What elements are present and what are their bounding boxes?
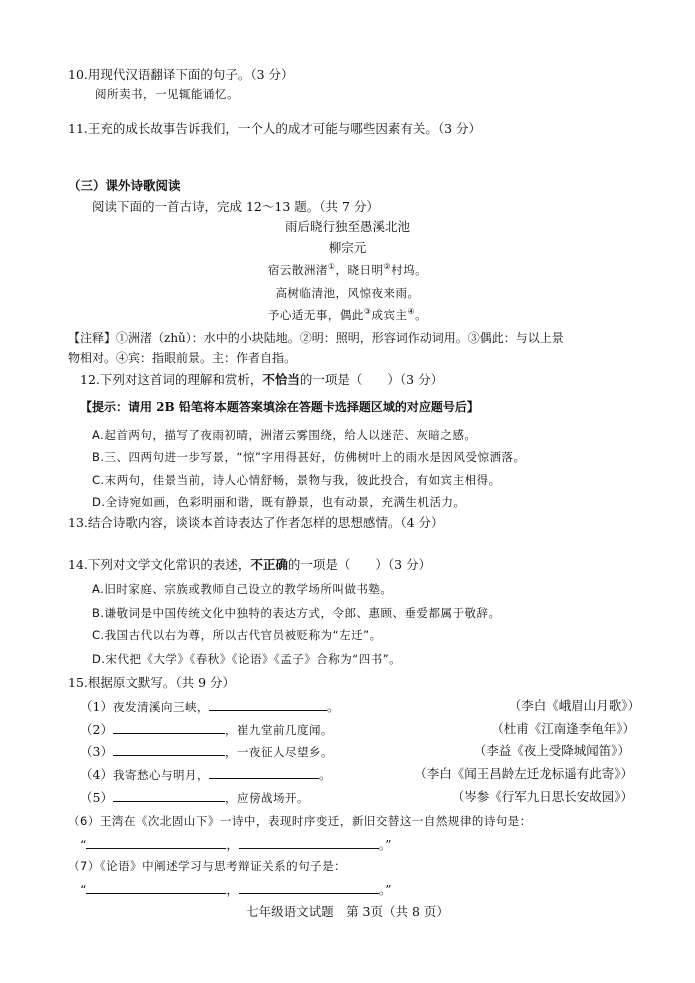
q15-item-7-answer: “ ， 。” (80, 882, 392, 897)
q15-stem: 15.根据原文默写。（共 9 分） (68, 675, 236, 690)
q10-stem: 10.用现代汉语翻译下面的句子。（3 分） (68, 67, 294, 82)
q14-option-b: B.谦敬词是中国传统文化中独特的表达方式，令郎、惠顾、垂爱都属于敬辞。 (92, 606, 501, 620)
q15-item-2: （2） ，崔九堂前几度闻。 （杜甫《江南逢李龟年》） (80, 721, 635, 737)
poem-note-line-1: 【注释】①洲渚（zhǔ）：水中的小块陆地。②明：照明，形容词作动词用。③偶此：与以上景 (68, 331, 564, 345)
q15-item-7: （7）《论语》中阐述学习与思考辩证关系的句子是： (68, 859, 347, 873)
q15-item-5-source: （岑参《行军九日思长安故园》） (451, 789, 633, 804)
q12-option-b: B.三、四两句进一步写景，“惊”字用得甚好，仿佛树叶上的雨水是因风受惊洒落。 (92, 450, 526, 464)
page-footer: 七年级语文试题 第 3页（共 8 页） (246, 904, 449, 919)
poem-line-2: 高树临清池，风惊夜来雨。 (275, 286, 420, 300)
answer-blank[interactable] (113, 721, 225, 734)
answer-blank[interactable] (113, 743, 225, 756)
poem-title: 雨后晓行独至愚溪北池 (284, 219, 410, 234)
q15-item-6-answer: “ ， 。” (80, 837, 392, 852)
q10-sentence: 阅所卖书，一见辄能诵忆。 (95, 87, 239, 101)
answer-blank[interactable] (113, 789, 225, 802)
poem-author: 柳宗元 (328, 240, 367, 255)
q12-option-c: C.末两句，佳景当前，诗人心情舒畅，景物与我，彼此投合，有如宾主相得。 (92, 473, 501, 487)
q15-item-4: （4）我寄愁心与明月， 。 （李白《闻王昌龄左迁龙标遥有此寄》） (80, 766, 633, 782)
section-heading: （三）课外诗歌阅读 (68, 178, 181, 193)
q15-item-4-source: （李白《闻王昌龄左迁龙标遥有此寄》） (414, 766, 633, 781)
poem-note-line-2: 物相对。④宾：指眼前景。主：作者自指。 (68, 351, 297, 365)
q14-option-a: A.旧时家庭、宗族或教师自己设立的教学场所叫做书塾。 (92, 582, 393, 596)
q15-item-6: （6）王湾在《次北固山下》一诗中，表现时序变迁，新旧交替这一自然规律的诗句是： (68, 814, 532, 828)
q13-stem: 13.结合诗歌内容，谈谈本首诗表达了作者怎样的思想感情。（4 分） (68, 515, 444, 530)
answer-blank[interactable] (86, 881, 226, 894)
section-intro: 阅读下面的一首古诗，完成 12～13 题。（共 7 分） (92, 199, 379, 214)
q15-item-1: （1）夜发清溪向三峡， 。 （李白《峨眉山月歌》） (80, 698, 640, 714)
q15-item-2-source: （杜甫《江南逢李龟年》） (491, 721, 635, 736)
q11-stem: 11.王充的成长故事告诉我们，一个人的成才可能与哪些因素有关。（3 分） (68, 121, 482, 136)
q15-item-1-source: （李白《峨眉山月歌》） (508, 698, 640, 713)
q14-option-c: C.我国古代以右为尊，所以古代官员被贬称为“左迁”。 (92, 628, 382, 642)
q15-item-3-source: （李益《夜上受降城闻笛》） (473, 743, 630, 758)
answer-blank[interactable] (239, 836, 379, 849)
q15-item-3: （3） ，一夜征人尽望乡。 （李益《夜上受降城闻笛》） (80, 743, 630, 759)
q12-option-a: A.起首两句，描写了夜雨初晴，洲渚云雾围绕，给人以迷茫、灰暗之感。 (92, 428, 477, 442)
q12-stem: 12.下列对这首词的理解和赏析，不恰当的一项是（ ）（3 分） (80, 372, 444, 387)
poem-line-1: 宿云散洲渚①，晓日明②村坞。 (267, 262, 428, 277)
q12-hint: 【提示：请用 2B 铅笔将本题答案填涂在答题卡选择题区域的对应题号后】 (80, 400, 479, 414)
answer-blank[interactable] (86, 836, 226, 849)
answer-blank[interactable] (209, 766, 319, 779)
q14-option-d: D.宋代把《大学》《春秋》《论语》《孟子》合称为“四书”。 (92, 652, 402, 666)
answer-blank[interactable] (209, 698, 327, 711)
q14-stem: 14.下列对文学文化常识的表述，不正确的一项是（ ）（3 分） (68, 557, 432, 572)
q15-item-5: （5） ，应傍战场开。 （岑参《行军九日思长安故园》） (80, 789, 633, 805)
answer-blank[interactable] (239, 881, 379, 894)
poem-line-3: 予心适无事，偶此③成宾主④。 (267, 307, 428, 322)
q12-option-d: D.全诗宛如画，色彩明丽和谐，既有静景，也有动景，充满生机活力。 (92, 495, 466, 509)
